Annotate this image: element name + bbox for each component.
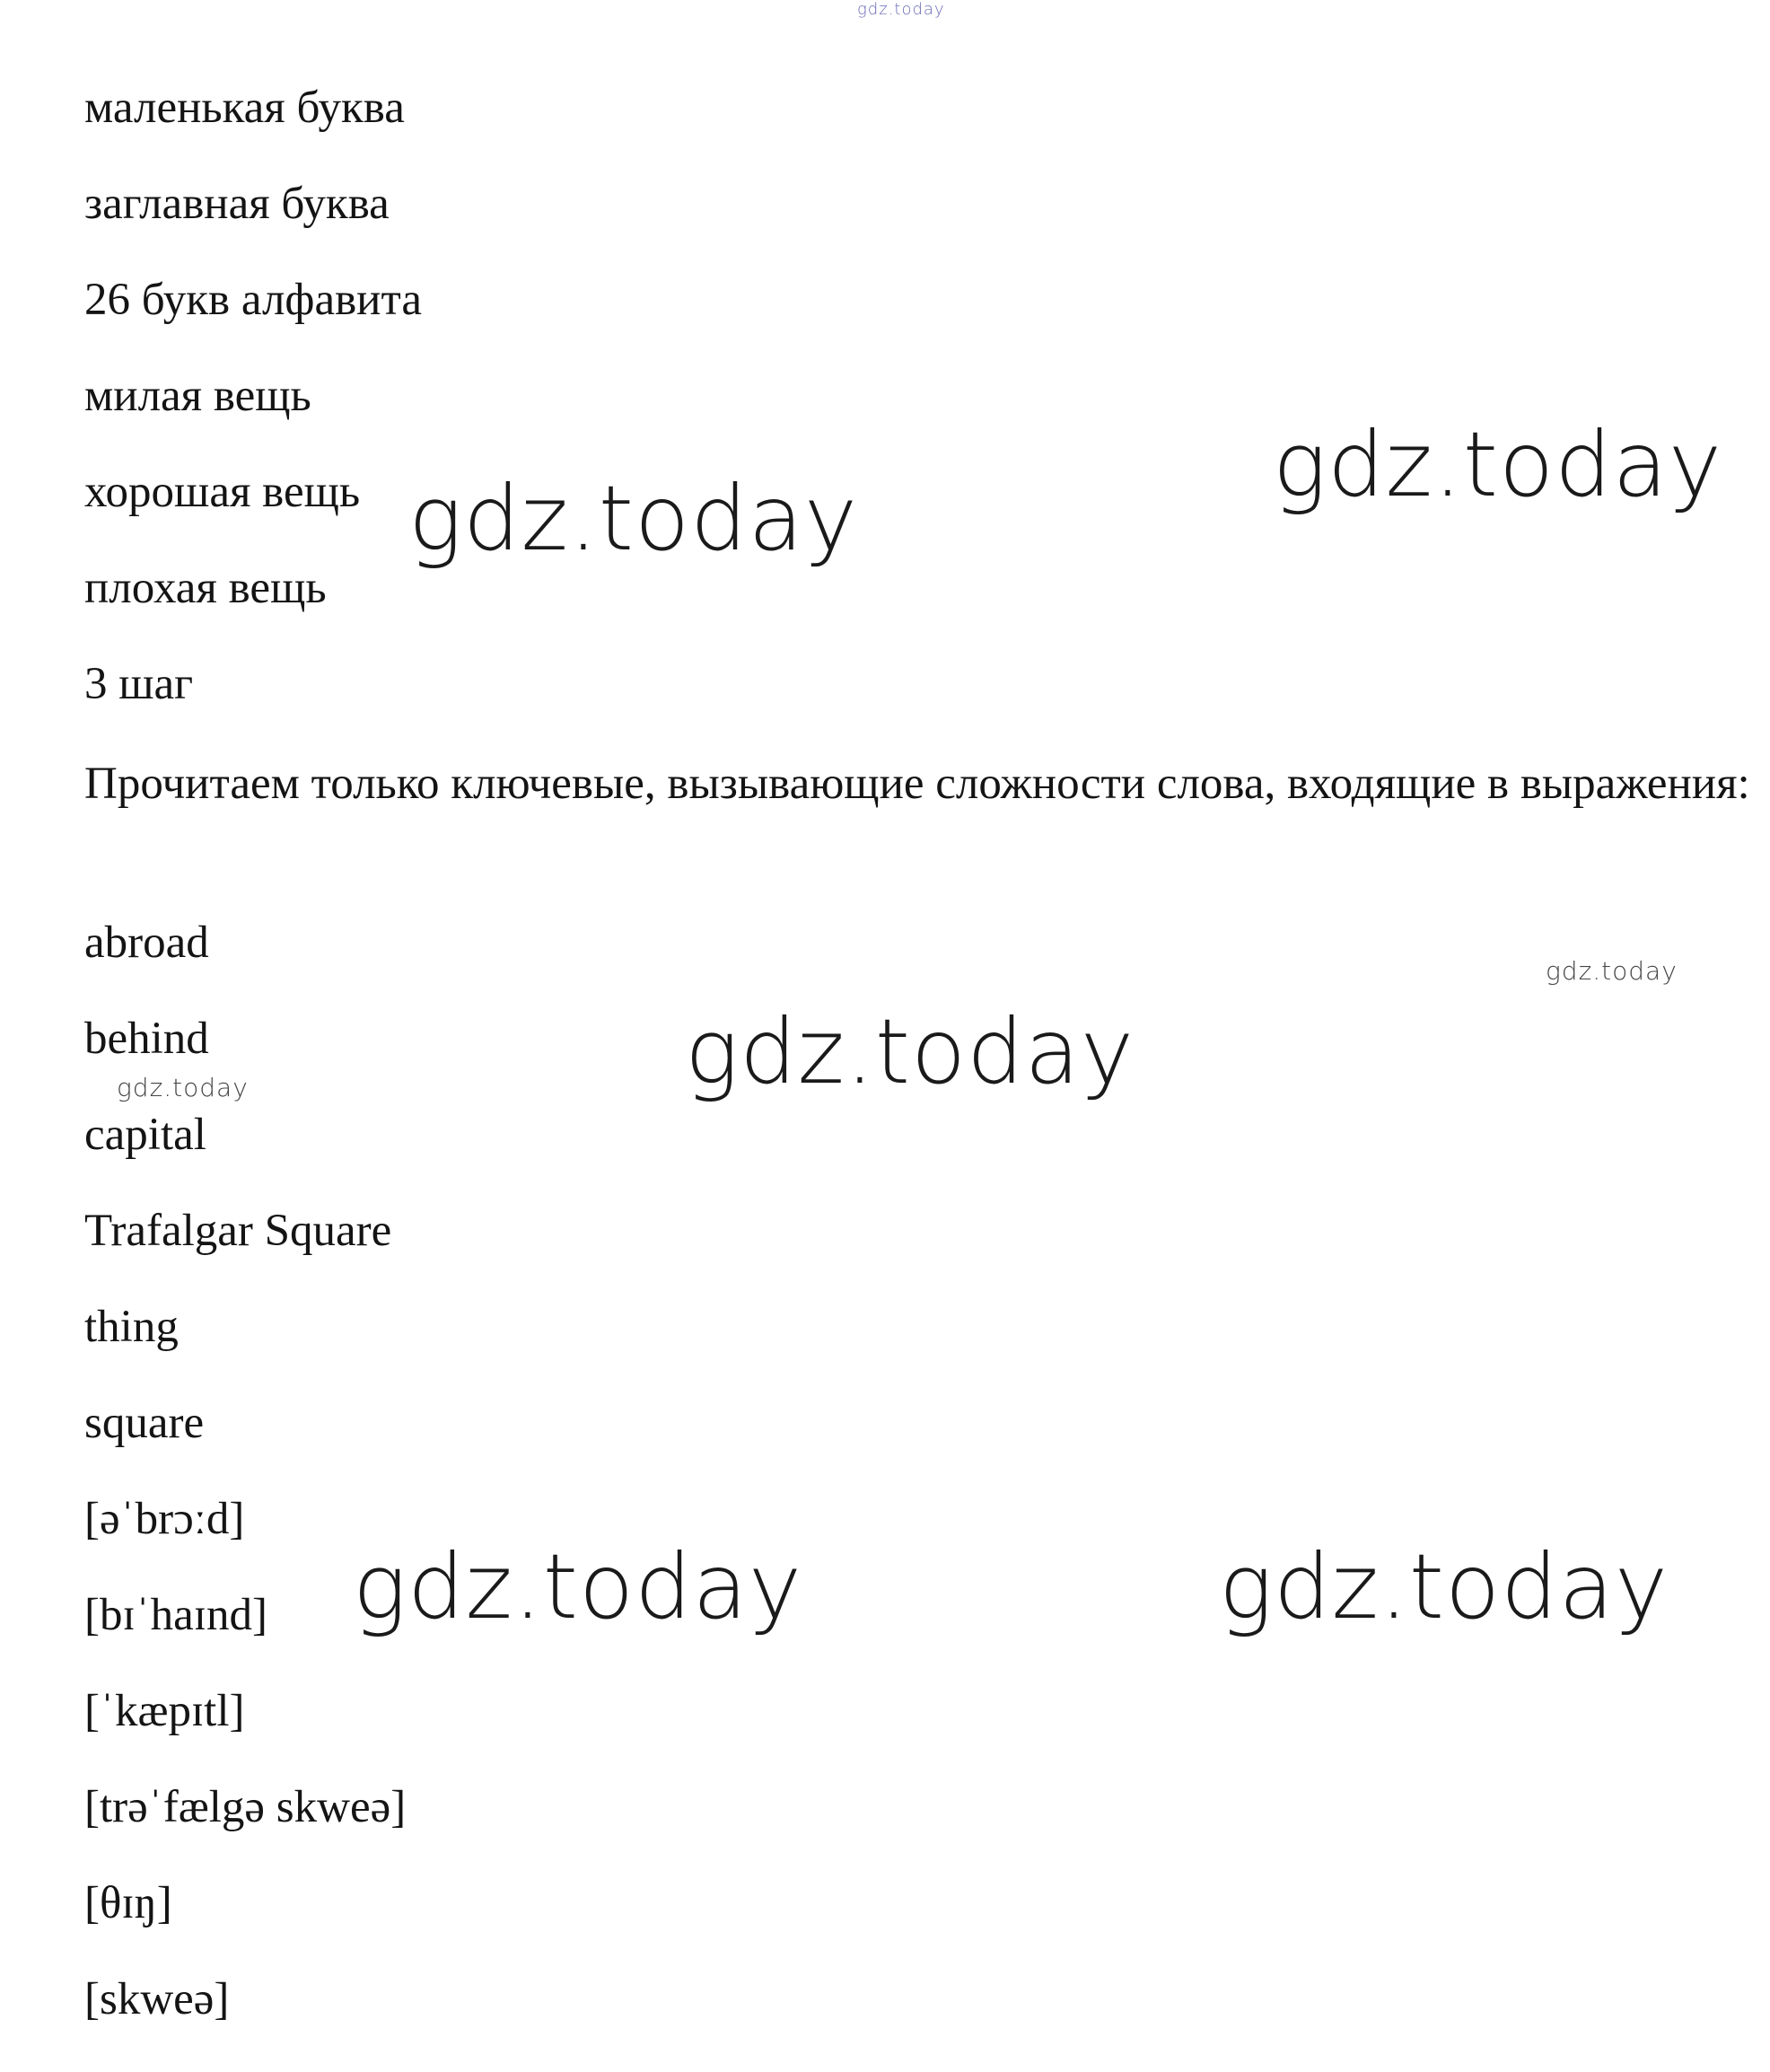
- transcription-behind: [bɪˈhaɪnd]: [84, 1590, 267, 1640]
- line-capital-letter: заглавная буква: [84, 179, 390, 229]
- line-good-thing: хорошая вещь: [84, 467, 361, 517]
- watermark-small: gdz.today: [117, 1073, 249, 1102]
- instruction-paragraph: Прочитаем только ключевые, вызывающие сложности слова, входящие в выражения:: [84, 759, 1750, 809]
- header-watermark: gdz.today: [857, 0, 945, 19]
- word-trafalgar: Trafalgar Square: [84, 1206, 392, 1256]
- watermark-big: gdz.today: [408, 466, 859, 571]
- watermark-big: gdz.today: [1273, 412, 1723, 517]
- transcription-abroad: [əˈbrɔːd]: [84, 1494, 245, 1544]
- transcription-capital: [ˈkæpɪtl]: [84, 1686, 245, 1736]
- step-heading: 3 шаг: [84, 659, 194, 709]
- word-abroad: abroad: [84, 917, 209, 968]
- transcription-square: [skweə]: [84, 1974, 230, 2024]
- word-behind: behind: [84, 1014, 209, 1064]
- word-square: square: [84, 1398, 205, 1448]
- line-alphabet: 26 букв алфавита: [84, 275, 423, 325]
- watermark-big: gdz.today: [353, 1534, 803, 1639]
- word-thing: thing: [84, 1302, 179, 1352]
- word-capital: capital: [84, 1110, 206, 1160]
- watermark-small: gdz.today: [1546, 956, 1678, 986]
- line-bad-thing: плохая вещь: [84, 563, 327, 613]
- watermark-big: gdz.today: [1219, 1534, 1669, 1639]
- line-small-letter: маленькая буква: [84, 83, 405, 133]
- watermark-big: gdz.today: [685, 999, 1135, 1104]
- line-cute-thing: милая вещь: [84, 371, 311, 421]
- transcription-trafalgar: [trəˈfælgə skweə]: [84, 1782, 407, 1832]
- transcription-thing: [θɪŋ]: [84, 1878, 172, 1928]
